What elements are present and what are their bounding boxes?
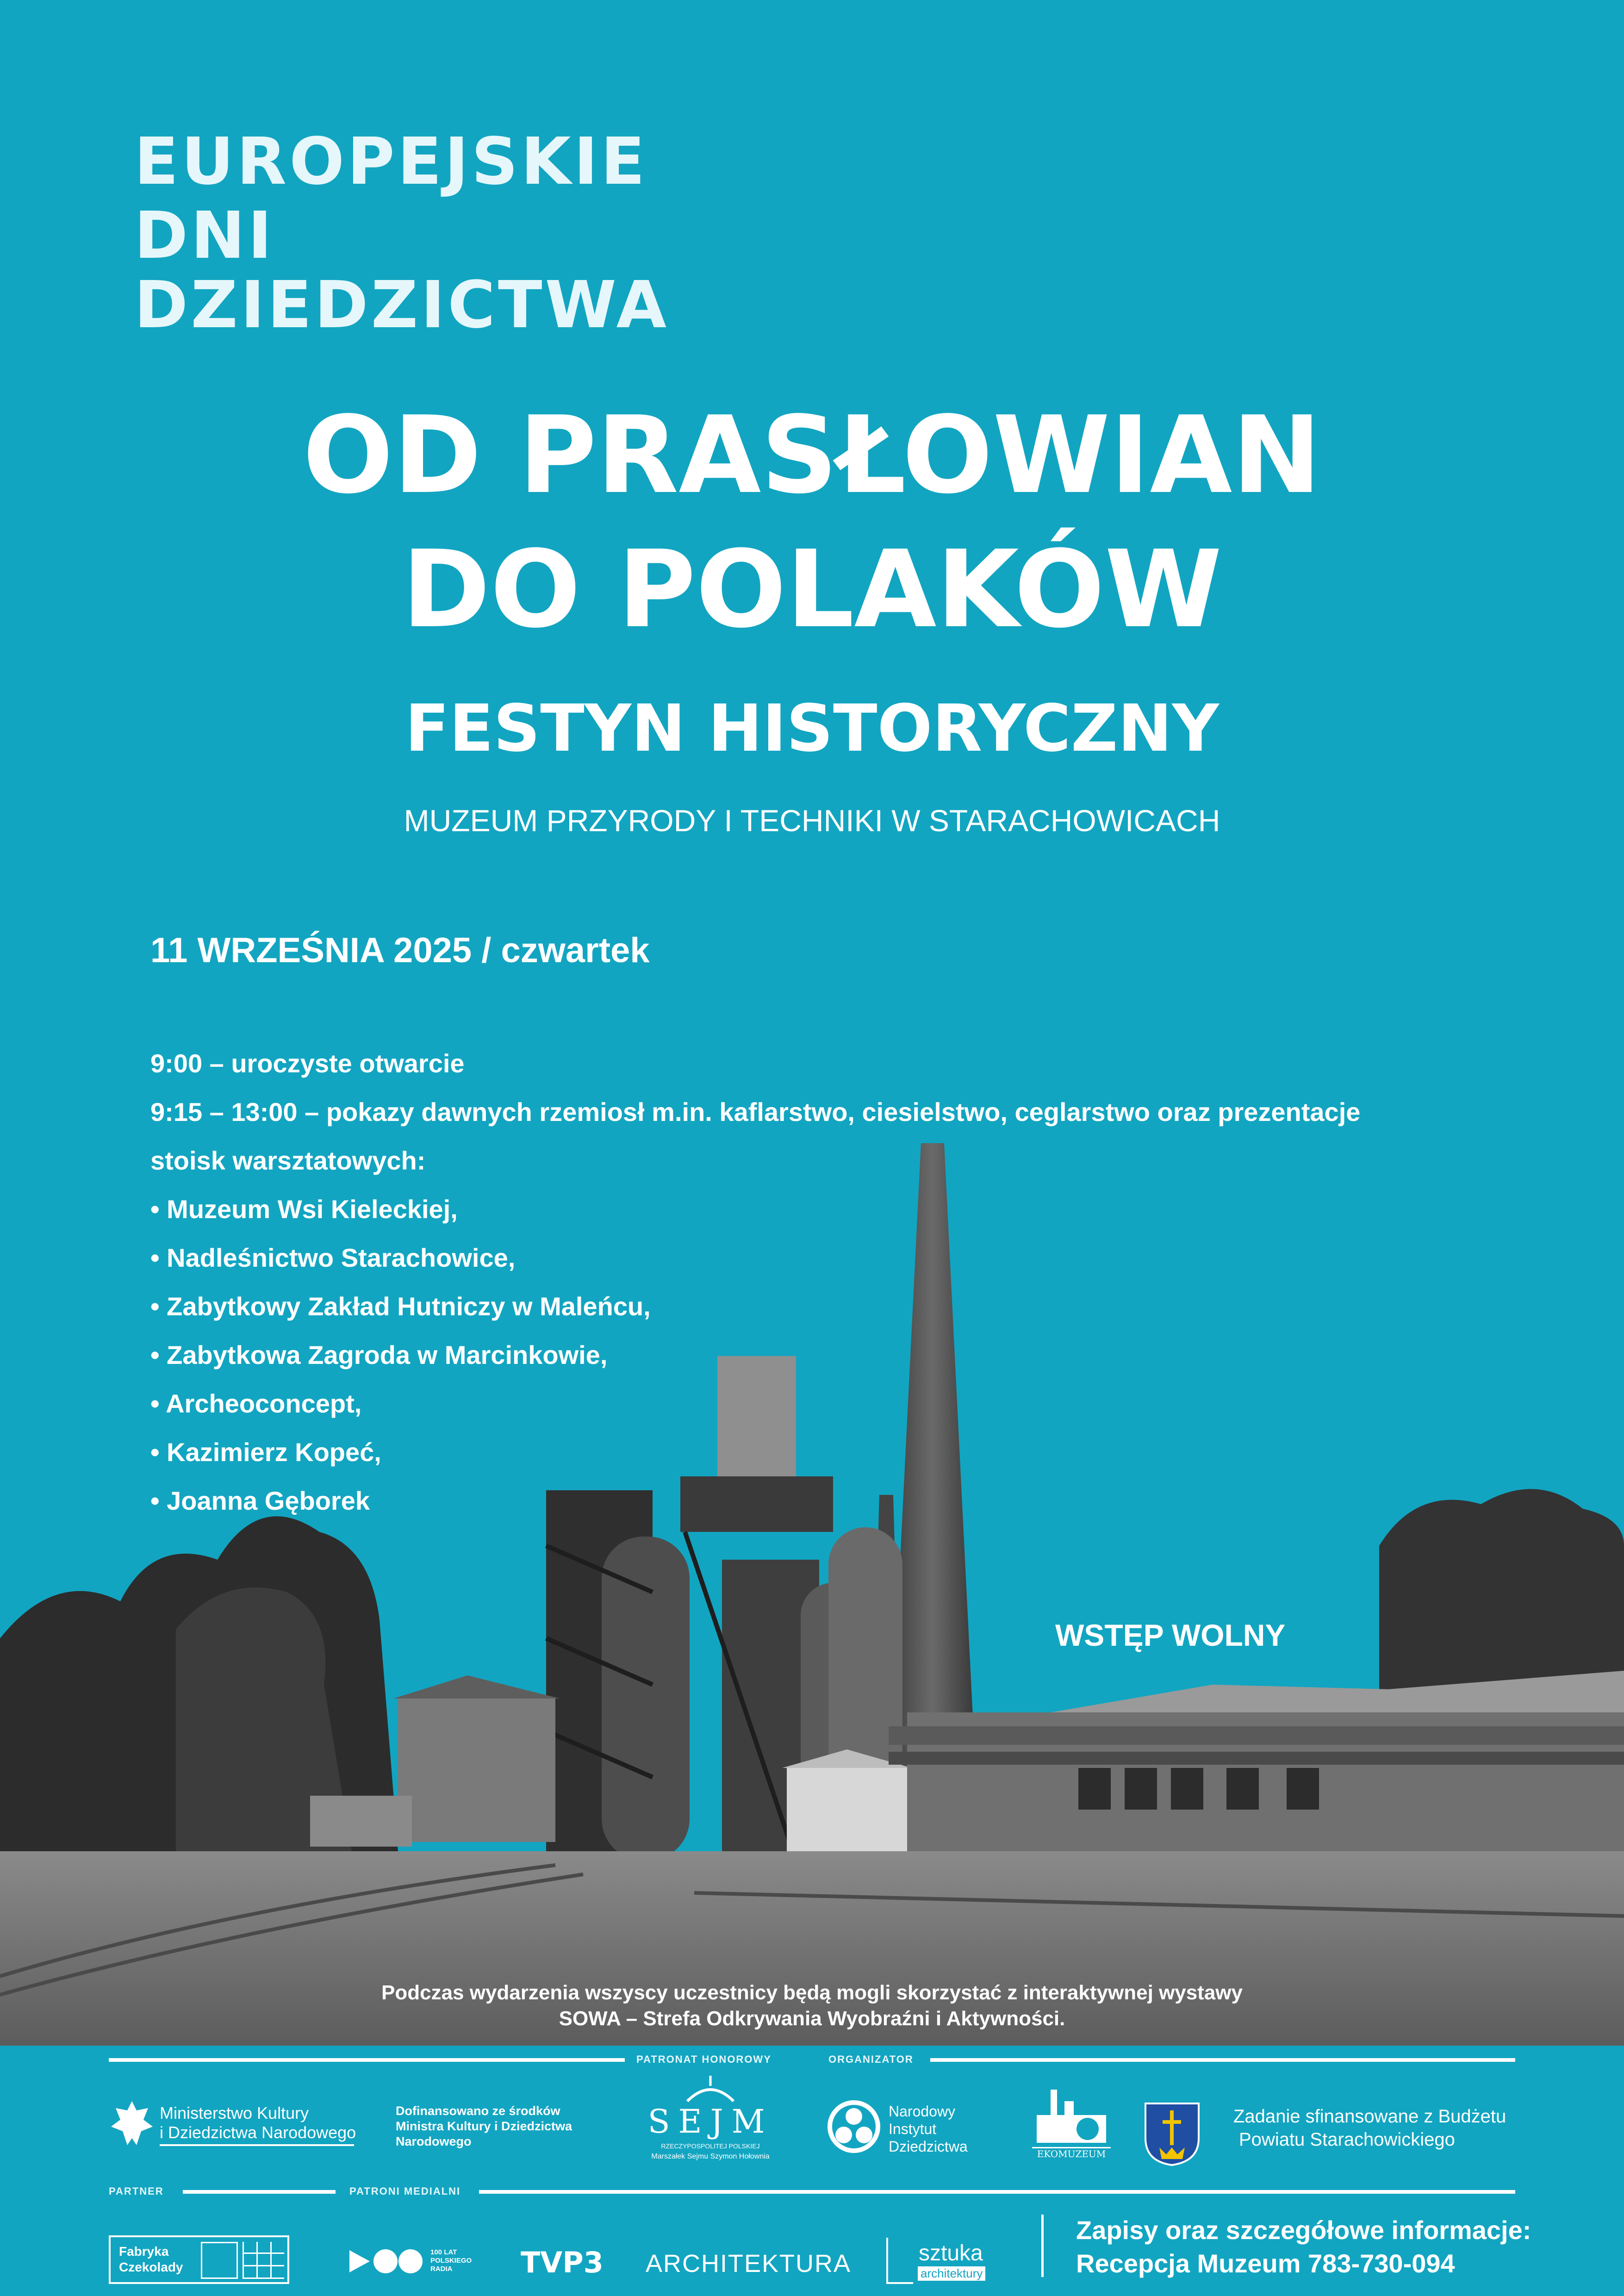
- budget-note: Zadanie sfinansowane z Budżetu Powiatu Starachowickiego: [1233, 2106, 1506, 2150]
- title-line-1: OD PRASŁOWIAN: [303, 394, 1321, 517]
- ministry-name: Ministerstwo Kultury i Dziedzictwa Narodowego: [160, 2103, 356, 2142]
- note-line-2: SOWA – Strefa Odkrywania Wyobraźni i Aktywności.: [559, 2007, 1065, 2030]
- logo-line-2: DNI: [134, 198, 275, 274]
- title-line-2: DO POLAKÓW: [402, 528, 1222, 652]
- nid-logo-icon: [826, 2099, 882, 2154]
- fabryka-logo: Fabryka Czekolady: [109, 2235, 289, 2284]
- event-subtitle: FESTYN HISTORYCZNY: [405, 691, 1219, 766]
- schedule-item: 9:15 – 13:00 – pokazy dawnych rzemiosł m.in. kaflarstwo, ciesielstwo, ceglarstwo oraz prezentacje: [150, 1097, 1361, 1126]
- divider: [479, 2190, 1515, 2194]
- schedule-item: • Archeoconcept,: [150, 1389, 362, 1418]
- grid-icon: [243, 2242, 284, 2279]
- polskie-radio-icon: [349, 2248, 423, 2274]
- nid-name: Narodowy Instytut Dziedzictwa: [889, 2103, 968, 2155]
- schedule-item: • Kazimierz Kopeć,: [150, 1437, 381, 1467]
- factory-icon: [1032, 2087, 1111, 2145]
- schedule-item: • Joanna Gęborek: [150, 1486, 370, 1515]
- free-entry-label: WSTĘP WOLNY: [1055, 1618, 1286, 1652]
- note-line-1: Podczas wydarzenia wszyscy uczestnicy będą mogli skorzystać z interaktywnej wystawy: [381, 1981, 1243, 2004]
- divider: [109, 2058, 625, 2062]
- divider: [930, 2058, 1515, 2062]
- sejm-logo: SEJM RZECZYPOSPOLITEJ POLSKIEJ Marszałek Sejmu Szymon Hołownia: [646, 2076, 775, 2164]
- ekomuzeum-logo: EKOMUZEUM: [1032, 2087, 1111, 2161]
- logo-line-3: DZIEDZICTWA: [134, 268, 669, 343]
- exhibition-note: [0, 1980, 1624, 2032]
- contact-line-2: Recepcja Muzeum 783-730-094: [1076, 2249, 1455, 2278]
- divider: [160, 2144, 354, 2146]
- sejm-dome-icon: [646, 2076, 775, 2103]
- label-partner: PARTNER: [109, 2185, 164, 2197]
- coat-of-arms-icon: [1143, 2101, 1201, 2166]
- divider: [183, 2190, 336, 2194]
- schedule-item: • Nadleśnictwo Starachowice,: [150, 1243, 516, 1272]
- schedule-item: • Muzeum Wsi Kieleckiej,: [150, 1195, 458, 1224]
- contact-line-1: Zapisy oraz szczegółowe informacje:: [1076, 2215, 1531, 2245]
- architektura-logo: ARCHITEKTURA: [646, 2250, 852, 2277]
- schedule-item: • Zabytkowa Zagroda w Marcinkowie,: [150, 1340, 608, 1369]
- venue-name: MUZEUM PRZYRODY I TECHNIKI W STARACHOWICACH: [404, 803, 1220, 838]
- funding-note: Dofinansowano ze środków Ministra Kultury i Dziedzictwa Narodowego: [396, 2104, 572, 2148]
- divider: [1041, 2215, 1044, 2277]
- schedule-item: • Zabytkowy Zakład Hutniczy w Maleńcu,: [150, 1292, 651, 1321]
- signature-icon: [201, 2242, 238, 2279]
- schedule-item: 9:00 – uroczyste otwarcie: [150, 1049, 465, 1078]
- schedule-item: stoisk warsztatowych:: [150, 1146, 426, 1175]
- radio-label: 100 LAT POLSKIEGO RADIA: [430, 2248, 472, 2273]
- label-patronat: PATRONAT HONOROWY: [636, 2053, 772, 2065]
- contact-info: [1076, 2214, 1531, 2280]
- label-organizator: ORGANIZATOR: [828, 2053, 914, 2065]
- tvp3-logo: TVP3: [521, 2246, 604, 2279]
- label-patroni: PATRONI MEDIALNI: [349, 2185, 461, 2197]
- eagle-emblem-icon: [109, 2099, 155, 2150]
- sztuka-mark-icon: [886, 2238, 913, 2284]
- sztuka-logo: sztuka architektury: [886, 2238, 1007, 2284]
- logo-line-1: EUROPEJSKIE: [134, 124, 648, 199]
- event-date: 11 WRZEŚNIA 2025 / czwartek: [150, 931, 650, 970]
- schedule-list: [150, 1039, 1360, 1525]
